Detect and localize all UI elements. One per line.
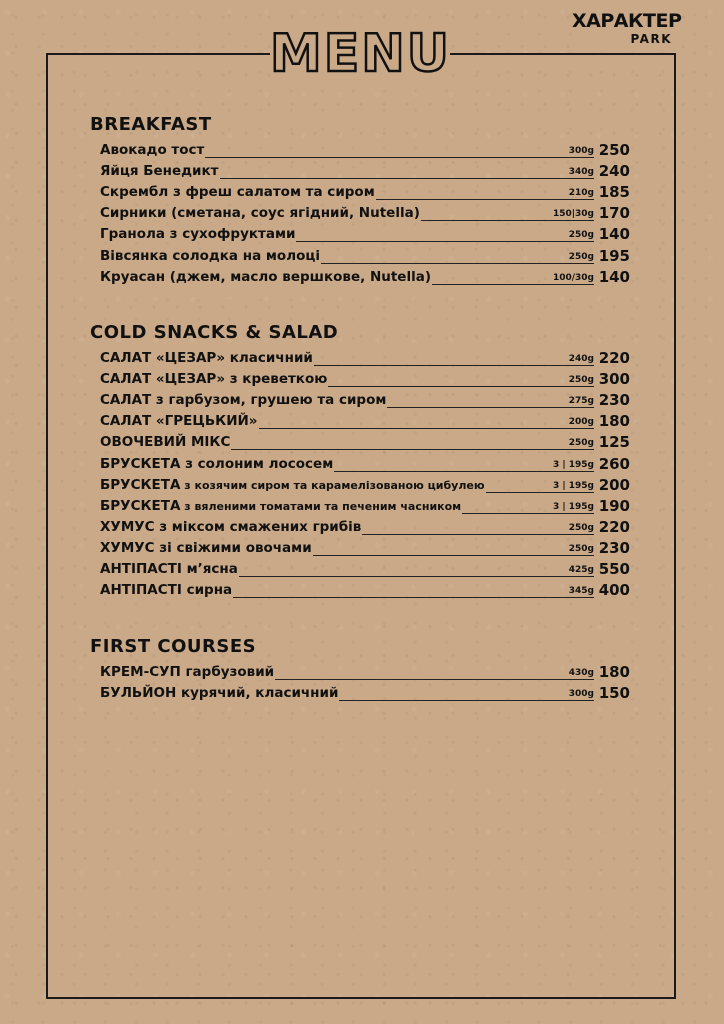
section-first-courses [90, 636, 630, 704]
menu-item-name-main: АНТІПАСТІ м’ясна [100, 561, 238, 578]
menu-item-weight: 340g [568, 167, 594, 178]
section-title: COLD SNACKS & SALAD [90, 322, 339, 343]
menu-item-row [100, 662, 630, 683]
menu-item-row [100, 496, 630, 517]
menu-item-price: 240 [598, 162, 630, 181]
menu-item-name-main: САЛАТ з гарбузом, грушею та сиром [100, 392, 387, 409]
menu-item-price: 185 [598, 183, 630, 202]
menu-item-name [100, 478, 486, 493]
section-cold-snacks [90, 322, 630, 601]
section-title: BREAKFAST [90, 114, 212, 135]
brand-name: ХАРАКТЕР [572, 10, 682, 32]
menu-item-row [100, 140, 630, 161]
menu-item-name [100, 351, 314, 366]
menu-item-price: 260 [598, 454, 630, 473]
menu-item-row [100, 538, 630, 559]
menu-item-price: 170 [598, 204, 630, 223]
menu-item-weight: 275g [568, 396, 594, 407]
menu-item-row [100, 369, 630, 390]
menu-item-name [100, 143, 205, 158]
brand-logo [572, 12, 682, 52]
menu-item-row [100, 683, 630, 704]
menu-item-name-main: Яйця Бенедикт [100, 163, 219, 180]
menu-item-name [100, 435, 231, 450]
menu-item-weight: 250g [568, 230, 594, 241]
menu-item-price: 140 [598, 225, 630, 244]
menu-item-name-main: САЛАТ «ЦЕЗАР» класичний [100, 350, 313, 367]
menu-item-price: 150 [598, 684, 630, 703]
menu-item-row [100, 453, 630, 474]
menu-title [270, 24, 452, 84]
menu-item-name [100, 520, 362, 535]
menu-item-weight: 250g [568, 438, 594, 449]
menu-item-name-main: Гранола з сухофруктами [100, 226, 296, 243]
menu-item-name-sub: з козячим сиром та карамелізованою цибулею [180, 478, 485, 492]
menu-item-weight: 240g [568, 354, 594, 365]
menu-item-weight: 200g [568, 417, 594, 428]
menu-item-name-main: САЛАТ «ГРЕЦЬКИЙ» [100, 413, 258, 430]
menu-item-name-main: ХУМУС зі свіжими овочами [100, 539, 312, 556]
menu-item-row [100, 475, 630, 496]
menu-item-name [100, 583, 233, 598]
menu-item-name-main: ХУМУС з міксом смажених грибів [100, 518, 362, 535]
menu-item-row [100, 224, 630, 245]
section-breakfast [90, 114, 630, 288]
menu-item-weight: 300g [568, 689, 594, 700]
menu-item-row [100, 559, 630, 580]
menu-item-weight: 250g [568, 251, 594, 262]
menu-item-weight: 250g [568, 375, 594, 386]
menu-item-name [100, 270, 432, 285]
menu-item-weight: 250g [568, 522, 594, 533]
menu-item-weight: 3 | 195g [552, 459, 594, 470]
menu-item-price: 230 [598, 391, 630, 410]
menu-item-row [100, 432, 630, 453]
menu-item-price: 250 [598, 141, 630, 160]
menu-item-price: 195 [598, 246, 630, 265]
menu-item-name [100, 249, 321, 264]
menu-item-row [100, 245, 630, 266]
menu-item-weight: 300g [568, 146, 594, 157]
menu-item-row [100, 517, 630, 538]
menu-item-row [100, 390, 630, 411]
menu-item-name [100, 393, 387, 408]
menu-item-name [100, 227, 296, 242]
menu-item-name-main: БРУСКЕТА з солоним лососем [100, 455, 334, 472]
menu-item-name-main: Вівсянка солодка на молоці [100, 247, 320, 264]
menu-item-row [100, 182, 630, 203]
menu-item-price: 220 [598, 517, 630, 536]
menu-title-text: MENU [270, 24, 452, 84]
menu-item-weight: 430g [568, 668, 594, 679]
menu-item-name [100, 414, 259, 429]
menu-item-name-main: БУЛЬЙОН курячий, класичний [100, 685, 339, 702]
menu-item-name-main: Скрембл з фреш салатом та сиром [100, 184, 375, 201]
menu-item-weight: 100/30g [552, 272, 594, 283]
menu-item-weight: 3 | 195g [552, 480, 594, 491]
menu-item-name-main: КРЕМ-СУП гарбузовий [100, 664, 275, 681]
menu-item-price: 550 [598, 560, 630, 579]
menu-item-price: 400 [598, 581, 630, 600]
menu-item-price: 140 [598, 267, 630, 286]
menu-item-price: 200 [598, 475, 630, 494]
menu-item-row [100, 580, 630, 601]
menu-item-row [100, 161, 630, 182]
menu-item-name-main: ОВОЧЕВИЙ МІКС [100, 434, 231, 451]
menu-item-name [100, 185, 376, 200]
menu-item-price: 180 [598, 663, 630, 682]
menu-item-row [100, 411, 630, 432]
menu-item-price: 180 [598, 412, 630, 431]
menu-item-weight: 3 | 195g [552, 501, 594, 512]
menu-item-weight: 425g [568, 565, 594, 576]
menu-item-price: 220 [598, 349, 630, 368]
menu-item-row [100, 348, 630, 369]
menu-item-weight: 210g [568, 188, 594, 199]
menu-item-row [100, 203, 630, 224]
menu-item-name-main: БРУСКЕТА [100, 497, 181, 514]
menu-item-name [100, 457, 334, 472]
menu-item-name-sub: з вяленими томатами та печеним часником [180, 499, 462, 513]
menu-item-weight: 250g [568, 543, 594, 554]
menu-item-name [100, 164, 220, 179]
menu-item-name [100, 206, 421, 221]
menu-item-weight: 150|30g [552, 209, 594, 220]
menu-item-name-main: АНТІПАСТІ сирна [100, 582, 233, 599]
section-title: FIRST COURSES [90, 636, 257, 657]
menu-item-name [100, 499, 462, 514]
menu-item-name-main: Сирники (сметана, соус ягідний, Nutella) [100, 205, 420, 222]
menu-item-price: 125 [598, 433, 630, 452]
menu-item-name-main: Круасан (джем, масло вершкове, Nutella) [100, 268, 432, 285]
menu-item-price: 190 [598, 496, 630, 515]
menu-item-price: 300 [598, 370, 630, 389]
menu-item-name [100, 372, 328, 387]
menu-item-name-main: САЛАТ «ЦЕЗАР» з креветкою [100, 371, 328, 388]
menu-item-name [100, 686, 339, 701]
menu-item-row [100, 267, 630, 288]
brand-sub: PARK [630, 32, 672, 46]
menu-item-weight: 345g [568, 586, 594, 597]
menu-item-price: 230 [598, 538, 630, 557]
menu-item-name [100, 665, 275, 680]
menu-item-name [100, 541, 313, 556]
menu-item-name-main: Авокадо тост [100, 142, 205, 159]
menu-item-name-main: БРУСКЕТА [100, 476, 181, 493]
menu-item-name [100, 562, 239, 577]
